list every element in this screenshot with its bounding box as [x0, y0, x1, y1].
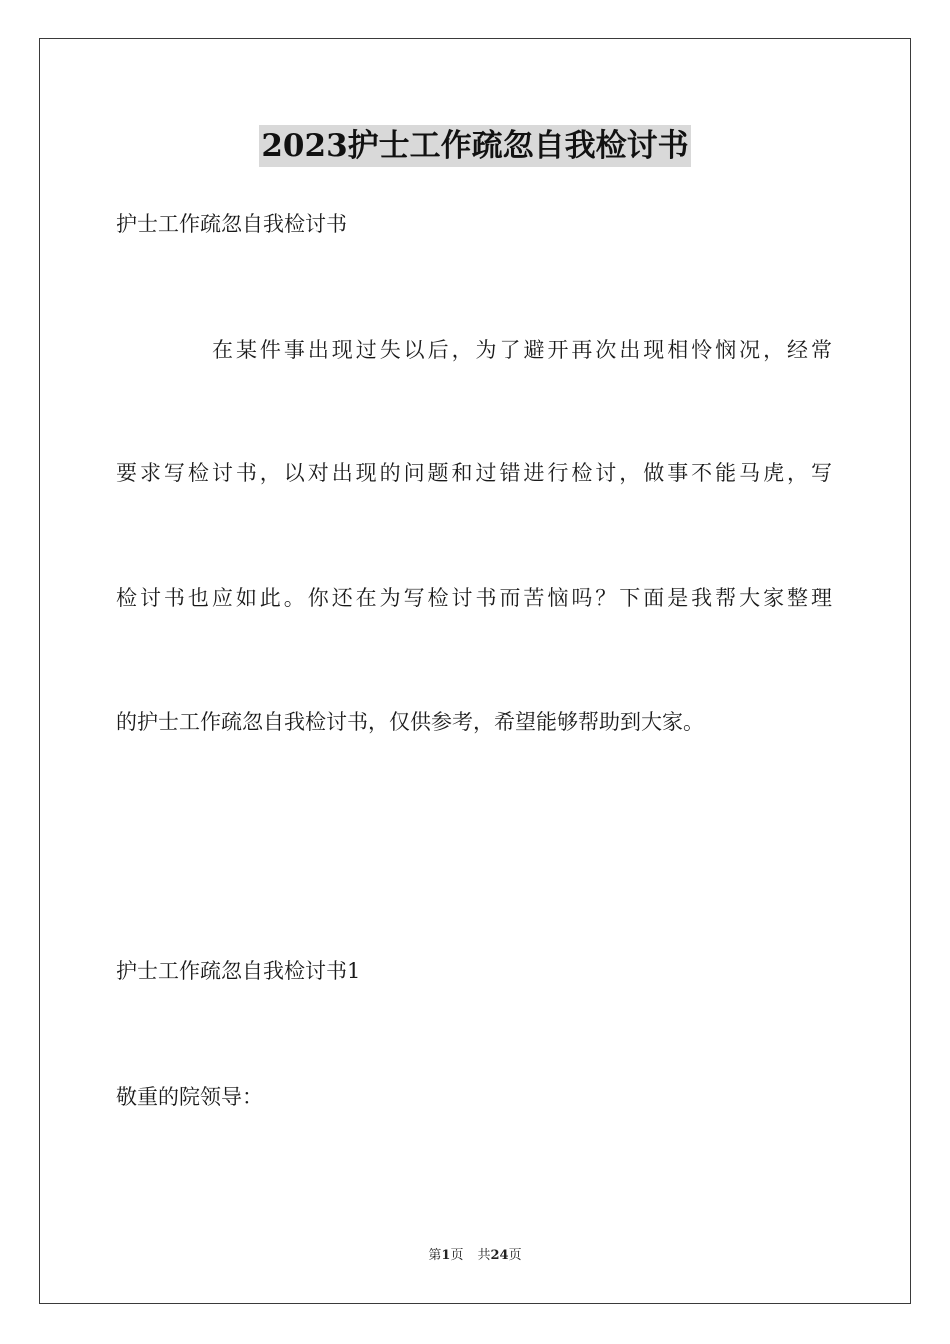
total-suffix: 页 — [508, 1248, 522, 1263]
document-subtitle: 护士工作疏忽自我检讨书 — [116, 212, 347, 236]
page-number: 1 — [441, 1248, 451, 1263]
page-prefix: 第 — [428, 1248, 442, 1263]
intro-line-2: 要求写检讨书，以对出现的问题和过错进行检讨，做事不能马虎，写 — [116, 461, 832, 485]
intro-line-3: 检讨书也应如此。你还在为写检讨书而苦恼吗？下面是我帮大家整理 — [116, 586, 832, 610]
section-heading: 护士工作疏忽自我检讨书1 — [116, 959, 361, 983]
total-pages: 24 — [490, 1248, 509, 1263]
title-container — [0, 125, 950, 167]
intro-line-1: 在某件事出现过失以后，为了避开再次出现相怜悯况，经常 — [212, 338, 832, 362]
page-suffix: 页 — [450, 1248, 464, 1263]
total-prefix: 共 — [477, 1248, 491, 1263]
page-footer — [0, 1247, 950, 1265]
document-title: 2023护士工作疏忽自我检讨书 — [259, 125, 690, 167]
salutation: 敬重的院领导： — [116, 1085, 263, 1109]
intro-line-4: 的护士工作疏忽自我检讨书，仅供参考，希望能够帮助到大家。 — [116, 710, 704, 734]
